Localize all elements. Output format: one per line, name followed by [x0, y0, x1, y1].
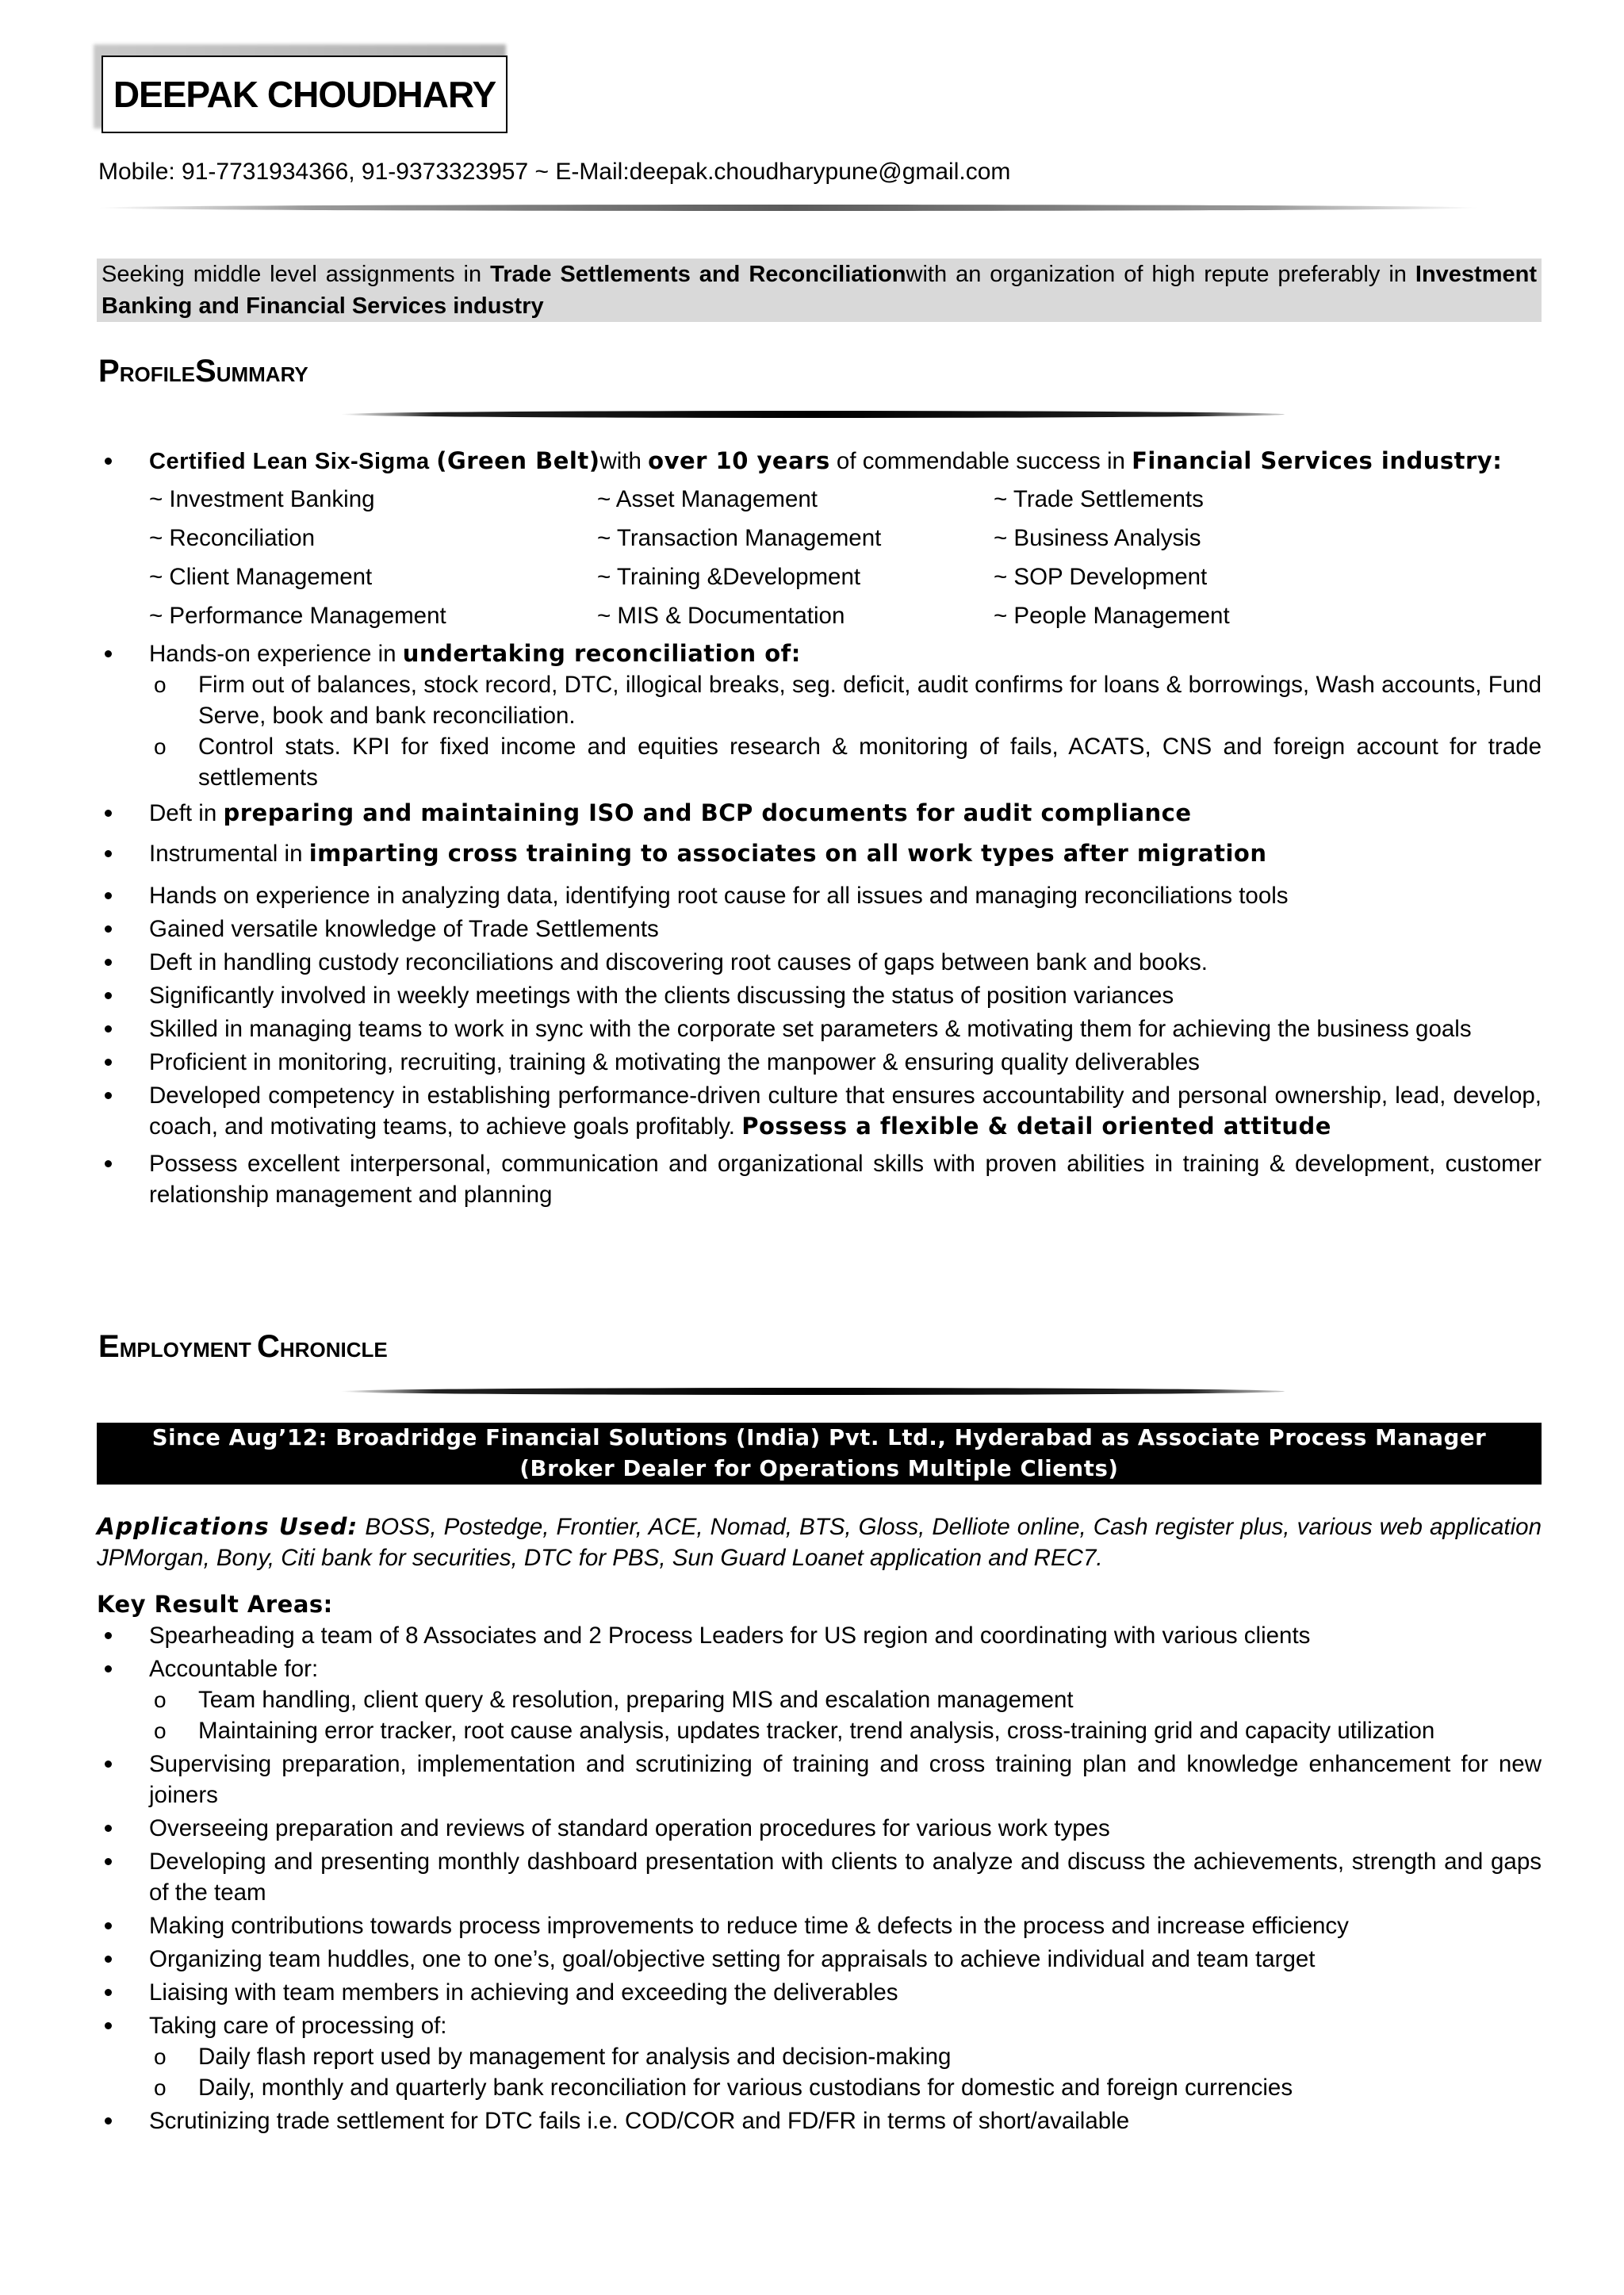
contact-line: Mobile: 91-7731934366, 91-9373323957 ~ E-Mail:deepak.choudharypune@gmail.com: [98, 159, 1011, 185]
heading-cap: S: [195, 354, 216, 389]
skills-grid: [97, 480, 1542, 635]
skill-item: ~ Asset Management: [597, 486, 818, 512]
objective-bold-1: Trade Settlements and Reconciliation: [490, 262, 906, 287]
name-box: [102, 56, 508, 133]
heading-small: UMMARY: [216, 362, 308, 386]
sub-list: [149, 2041, 1542, 2103]
skill-item: ~ People Management: [994, 603, 1230, 629]
profile-summary-heading: [98, 354, 308, 389]
skill-item: ~ Investment Banking: [149, 486, 375, 512]
list-item: Skilled in managing teams to work in sync with the corporate set parameters & motivating them for achieving the business goals: [97, 1013, 1542, 1044]
list-item: Liaising with team members in achieving and exceeding the deliverables: [97, 1977, 1542, 2008]
employment-divider: [341, 1388, 1285, 1395]
heading-small: HRONICLE: [279, 1338, 388, 1362]
list-item: Significantly involved in weekly meetings with the clients discussing the status of position variances: [97, 980, 1542, 1011]
objective-text-2: with an organization of high repute preferably in: [906, 262, 1415, 287]
sub-list: [149, 1684, 1542, 1746]
list-item: Developing and presenting monthly dashboard presentation with clients to analyze and discuss the achievements, strength and gaps of the team: [97, 1846, 1542, 1908]
list-item: Possess excellent interpersonal, communication and organizational skills with proven abilities in training & development, customer relationship management and planning: [97, 1148, 1542, 1210]
employment-chronicle-heading: [98, 1329, 388, 1365]
list-item: Deft in handling custody reconciliations and discovering root causes of gaps between bank and books.: [97, 947, 1542, 978]
employer-line-2: (Broker Dealer for Operations Multiple Clients): [519, 1456, 1119, 1481]
heading-small: MPLOYMENT: [119, 1338, 258, 1362]
employer-bar: [97, 1423, 1542, 1485]
list-item: Deft in preparing and maintaining ISO and BCP documents for audit compliance: [97, 798, 1542, 829]
objective-text-1: Seeking middle level assignments in: [102, 262, 491, 287]
list-item: Accountable for: o Team handling, client query & resolution, preparing MIS and escalation management o Maintaining error tracker, root cause analysis, updates tracker, trend analysis, cross-training grid and capacity utilization: [97, 1653, 1542, 1746]
key-result-areas-heading: Key Result Areas:: [97, 1591, 333, 1618]
list-item: Organizing team huddles, one to one’s, goal/objective setting for appraisals to achieve individual and team target: [97, 1944, 1542, 1975]
heading-cap: C: [257, 1329, 280, 1364]
list-item: Proficient in monitoring, recruiting, training & motivating the manpower & ensuring quality deliverables: [97, 1047, 1542, 1078]
candidate-name: DEEPAK CHOUDHARY: [113, 74, 496, 115]
profile-bullets: [97, 446, 1542, 477]
skill-item: ~ Business Analysis: [994, 525, 1201, 551]
header-divider: [98, 205, 1478, 211]
skill-item: ~ Reconciliation: [149, 525, 316, 551]
employer-line-1: Since Aug’12: Broadridge Financial Solutions (India) Pvt. Ltd., Hyderabad as Associate Process Manager: [151, 1425, 1487, 1450]
skill-item: ~ Transaction Management: [597, 525, 882, 551]
heading-small: ROFILE: [119, 362, 196, 386]
skill-item: ~ SOP Development: [994, 564, 1208, 590]
sub-list: [149, 669, 1542, 793]
profile-divider: [341, 411, 1285, 418]
sub-list-item: o Control stats. KPI for fixed income and equities research & monitoring of fails, ACATS, CNS and foreign account for trade settlements: [149, 731, 1542, 793]
employment-content: [97, 1511, 1542, 2139]
list-item: Hands on experience in analyzing data, identifying root cause for all issues and managing reconciliations tools: [97, 880, 1542, 911]
skill-item: ~ Trade Settlements: [994, 486, 1204, 512]
kra-bullets: [97, 1620, 1542, 2136]
objective-box: [97, 259, 1542, 322]
skill-item: ~ MIS & Documentation: [597, 603, 845, 629]
list-item: Supervising preparation, implementation and scrutinizing of training and cross training plan and knowledge enhancement for new joiners: [97, 1749, 1542, 1810]
heading-cap: P: [98, 354, 120, 389]
skill-item: ~ Training &Development: [597, 564, 861, 590]
list-item: Instrumental in imparting cross training to associates on all work types after migration: [97, 838, 1542, 869]
skill-item: ~ Client Management: [149, 564, 373, 590]
list-item: Spearheading a team of 8 Associates and 2 Process Leaders for US region and coordinating with various clients: [97, 1620, 1542, 1651]
profile-summary-content: [97, 446, 1542, 1213]
list-item: Hands-on experience in undertaking reconciliation of: o Firm out of balances, stock record, DTC, illogical breaks, seg. deficit, audit confirms for loans & borrowings, Wash accounts, Fund Serve, book and bank reconciliation. o Control stats. KPI for fixed income and equities research & monitoring of fails, ACATS, CNS and foreign account for trade settlements: [97, 638, 1542, 793]
sub-list-item: o Daily, monthly and quarterly bank reconciliation for various custodians for domestic and foreign currencies: [149, 2072, 1542, 2103]
sub-list-item: o Daily flash report used by management for analysis and decision-making: [149, 2041, 1542, 2072]
sub-list-item: o Maintaining error tracker, root cause analysis, updates tracker, trend analysis, cross-training grid and capacity utilization: [149, 1715, 1542, 1746]
list-item: Certified Lean Six-Sigma (Green Belt)with over 10 years of commendable success in Financial Services industry:: [97, 446, 1542, 477]
list-item: Developed competency in establishing performance-driven culture that ensures accountability and personal ownership, lead, develop, coach, and motivating teams, to achieve goals profitably. Possess a flexible & detail oriented attitude: [97, 1080, 1542, 1142]
heading-cap: E: [98, 1329, 120, 1364]
sub-list-item: o Firm out of balances, stock record, DTC, illogical breaks, seg. deficit, audit confirms for loans & borrowings, Wash accounts, Fund Serve, book and bank reconciliation.: [149, 669, 1542, 731]
list-item: Scrutinizing trade settlement for DTC fails i.e. COD/COR and FD/FR in terms of short/available: [97, 2105, 1542, 2136]
skill-item: ~ Performance Management: [149, 603, 446, 629]
list-item: Overseeing preparation and reviews of standard operation procedures for various work types: [97, 1813, 1542, 1844]
list-item: Making contributions towards process improvements to reduce time & defects in the process and increase efficiency: [97, 1910, 1542, 1941]
sub-list-item: o Team handling, client query & resolution, preparing MIS and escalation management: [149, 1684, 1542, 1715]
list-item: Gained versatile knowledge of Trade Settlements: [97, 914, 1542, 944]
profile-bullets-2: [97, 638, 1542, 1210]
objective-bold-2: Investment Banking and Financial Services industry: [102, 262, 1537, 319]
list-item: Taking care of processing of: o Daily flash report used by management for analysis and decision-making o Daily, monthly and quarterly bank reconciliation for various custodians for domestic and foreign currencies: [97, 2010, 1542, 2103]
applications-used: Applications Used: BOSS, Postedge, Frontier, ACE, Nomad, BTS, Gloss, Delliote online, Cash register plus, various web application JPMorgan, Bony, Citi bank for securities, DTC for PBS, Sun Guard Loanet application and REC7.: [97, 1513, 1542, 1571]
